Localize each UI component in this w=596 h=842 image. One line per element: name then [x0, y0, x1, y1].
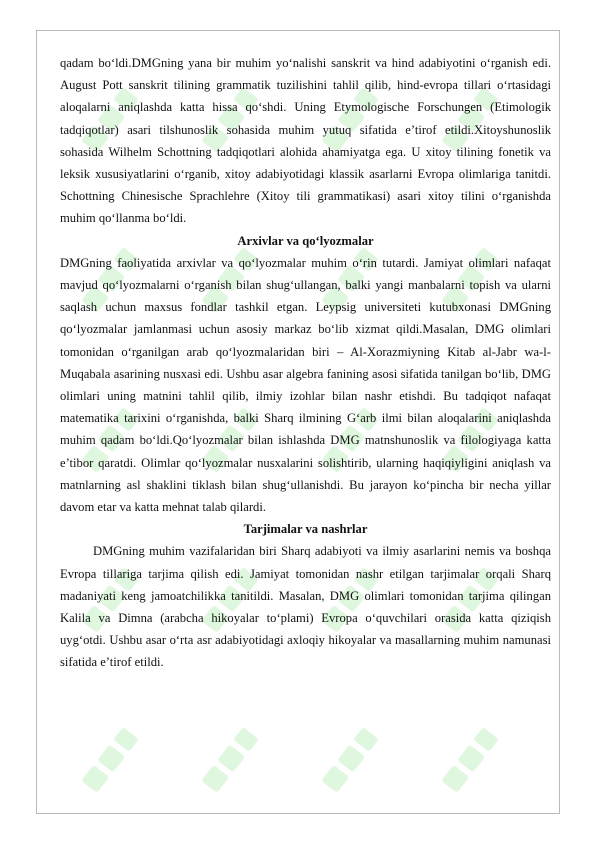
paragraph-translations: DMGning muhim vazifalaridan biri Sharq adabiyoti va ilmiy asarlarini nemis va boshqa Evropa tillariga tarjima qilish edi. Jamiyat tomonidan nashr etilgan tarjimalar orqali Sharq madaniyati keng jamoatchilikka tanitildi. Masalan, DMG olimlari tomonidan tarjima qilingan Kalila va Dimna (arabcha hikoyalar to‘plami) Evropa o‘quvchilari orasida katta qiziqish uyg‘otdi. Ushbu asar o‘rta asr adabiyotidagi axloqiy hikoyalar va masallarning muhim namunasi sifatida e’tirof etildi.	[60, 544, 551, 670]
paragraph-archives: DMGning faoliyatida arxivlar va qo‘lyozmalar muhim o‘rin tutardi. Jamiyat olimlari nafaqat mavjud qo‘lyozmalarni o‘rganish bilan shug‘ullangan, balki yangi manbalarni topish va ularni saqlash uchun maxsus fondlar tashkil etgan. Leypsig universiteti kutubxonasi DMGning qo‘lyozmalar jamlanmasi uchun asosiy markaz bo‘lib xizmat qildi.Masalan, DMG olimlari tomonidan o‘rganilgan arab qo‘lyozmalaridan biri – Al-Xorazmiyning Kitab al-Jabr wa-l-Muqabala asarining nusxasi edi. Ushbu asar algebra fanining asosi sifatida tanilgan bo‘lib, DMG olimlari uning matnini tahlil qilib, ilmiy izohlar bilan nashr etishdi. Bu tadqiqot nafaqat matematika tarixini o‘rganishda, balki Sharq ilmining G‘arb ilmi bilan aloqalarini aniqlashda muhim qadam bo‘ldi.Qo‘lyozmalar bilan ishlashda DMG matnshunoslik va filologiyaga katta e’tibor qaratdi. Olimlar qo‘lyozmalar nusxalarini solishtirib, ularning haqiqiyligini aniqlash va matnlarning asl shaklini tiklash bilan shug‘ullanishdi. Bu jarayon ko‘pincha bir necha yillar davom etar va katta mehnat talab qilardi.	[60, 255, 551, 515]
document-body	[60, 52, 551, 674]
heading-translations: Tarjimalar va nashrlar	[243, 522, 368, 537]
heading-archives: Arxivlar va qo‘lyozmalar	[237, 233, 374, 248]
paragraph-dmg-sanskrit: qadam bo‘ldi.DMGning yana bir muhim yo‘nalishi sanskrit va hind adabiyotini o‘rganish edi. August Pott sanskrit tilining grammatik tuzilishini tahlil qilib, hind-evropa tillari o‘rtasidagi aloqalarni aniqlashda katta hissa qo‘shdi. Uning Etymologische Forschungen (Etimologik tadqiqotlar) asari tilshunoslik sohasida muhim yutuq sifatida e’tirof etildi.Xitoyshunoslik sohasida Wilhelm Schottning tadqiqotlari alohida ahamiyatga ega. U xitoy tilining fonetik va leksik xususiyatlarini o‘rganib, xitoy adabiyotidagi klassik asarlarni Evropa olimlariga tanitdi. Schottning Chinesische Sprachlehre (Xitoy tili grammatikasi) asari xitoy tilini o‘rganishda muhim qo‘llanma bo‘ldi.	[60, 56, 551, 226]
